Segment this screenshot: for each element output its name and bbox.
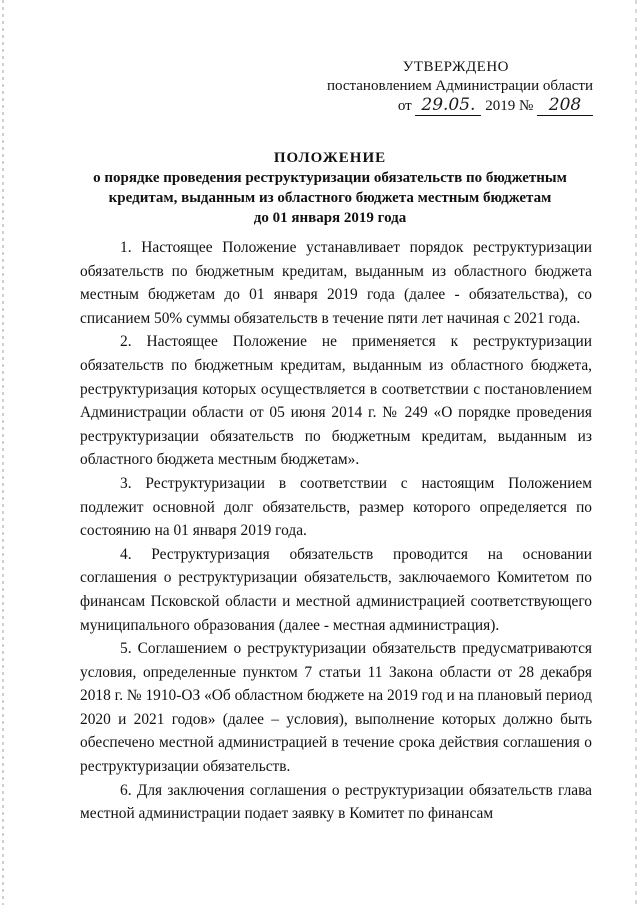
paragraph-2: 2. Настоящее Положение не применяется к реструктуризации обязательств по бюджетным кредитам, выданным из областного бюджета, реструктуризация которых осуществляется в соответствии с постановлением Администрации области от 05 июня 2014 г. № 249 «О порядке проведения реструктуризации обязательств по бюджетным кредитам, выданным из областного бюджета местным бюджетам». bbox=[80, 333, 592, 469]
heading-line-3: до 01 января 2019 года bbox=[253, 210, 407, 226]
document-title: ПОЛОЖЕНИЕ bbox=[273, 150, 387, 166]
paragraph-1: 1. Настоящее Положение устанавливает порядок реструктуризации обязательств по бюджетным кредитам, выданным из областного бюджета местным бюджетам до 01 января 2019 года (далее - обязательства), со списанием 50% суммы обязательств в течение пяти лет начиная с 2021 года. bbox=[80, 239, 592, 327]
scan-edge-left bbox=[2, 0, 4, 905]
heading-line-2: кредитам, выданным из областного бюджета местным бюджетам bbox=[108, 190, 552, 206]
date-prefix: от bbox=[397, 98, 412, 114]
paragraph-3: 3. Реструктуризации в соответствии с настоящим Положением подлежит основной долг обязательств, размер которого определяется по состоянию на 01 января 2019 года. bbox=[80, 474, 592, 540]
approval-title: УТВЕРЖДЕНО bbox=[402, 59, 509, 75]
approval-block bbox=[323, 58, 593, 115]
scan-edge-right bbox=[635, 0, 637, 905]
paragraph-5: 5. Соглашением о реструктуризации обязательств предусматриваются условия, определенные пунктом 7 статьи 11 Закона области от 28 декабря 2018 г. № 1910-ОЗ «Об областном бюджете на 2019 год и на плановый период 2020 и 2021 годов» (далее – условия), выполнение которых должно быть обеспечено местной администрацией в течение срока действия соглашения о реструктуризации обязательств. bbox=[80, 640, 592, 776]
heading-line-1: о порядке проведения реструктуризации обязательств по бюджетным bbox=[93, 170, 567, 186]
handwritten-date: 29.05. bbox=[415, 96, 481, 116]
paragraph-6: 6. Для заключения соглашения о реструктуризации обязательств глава местной администрации подает заявку в Комитет по финансам bbox=[80, 781, 592, 823]
paragraph-4: 4. Реструктуризация обязательств проводится на основании соглашения о реструктуризации обязательств, заключаемого Комитетом по финансам Псковской области и местной администрацией соответствующего муниципального образования (далее - местная администрация). bbox=[80, 545, 592, 634]
approval-line: постановлением Администрации области bbox=[326, 78, 593, 94]
document-heading bbox=[60, 148, 600, 228]
year-number-label: 2019 № bbox=[485, 98, 534, 114]
approval-date-line bbox=[323, 96, 593, 115]
handwritten-number: 208 bbox=[537, 96, 593, 116]
document-body bbox=[80, 236, 592, 826]
